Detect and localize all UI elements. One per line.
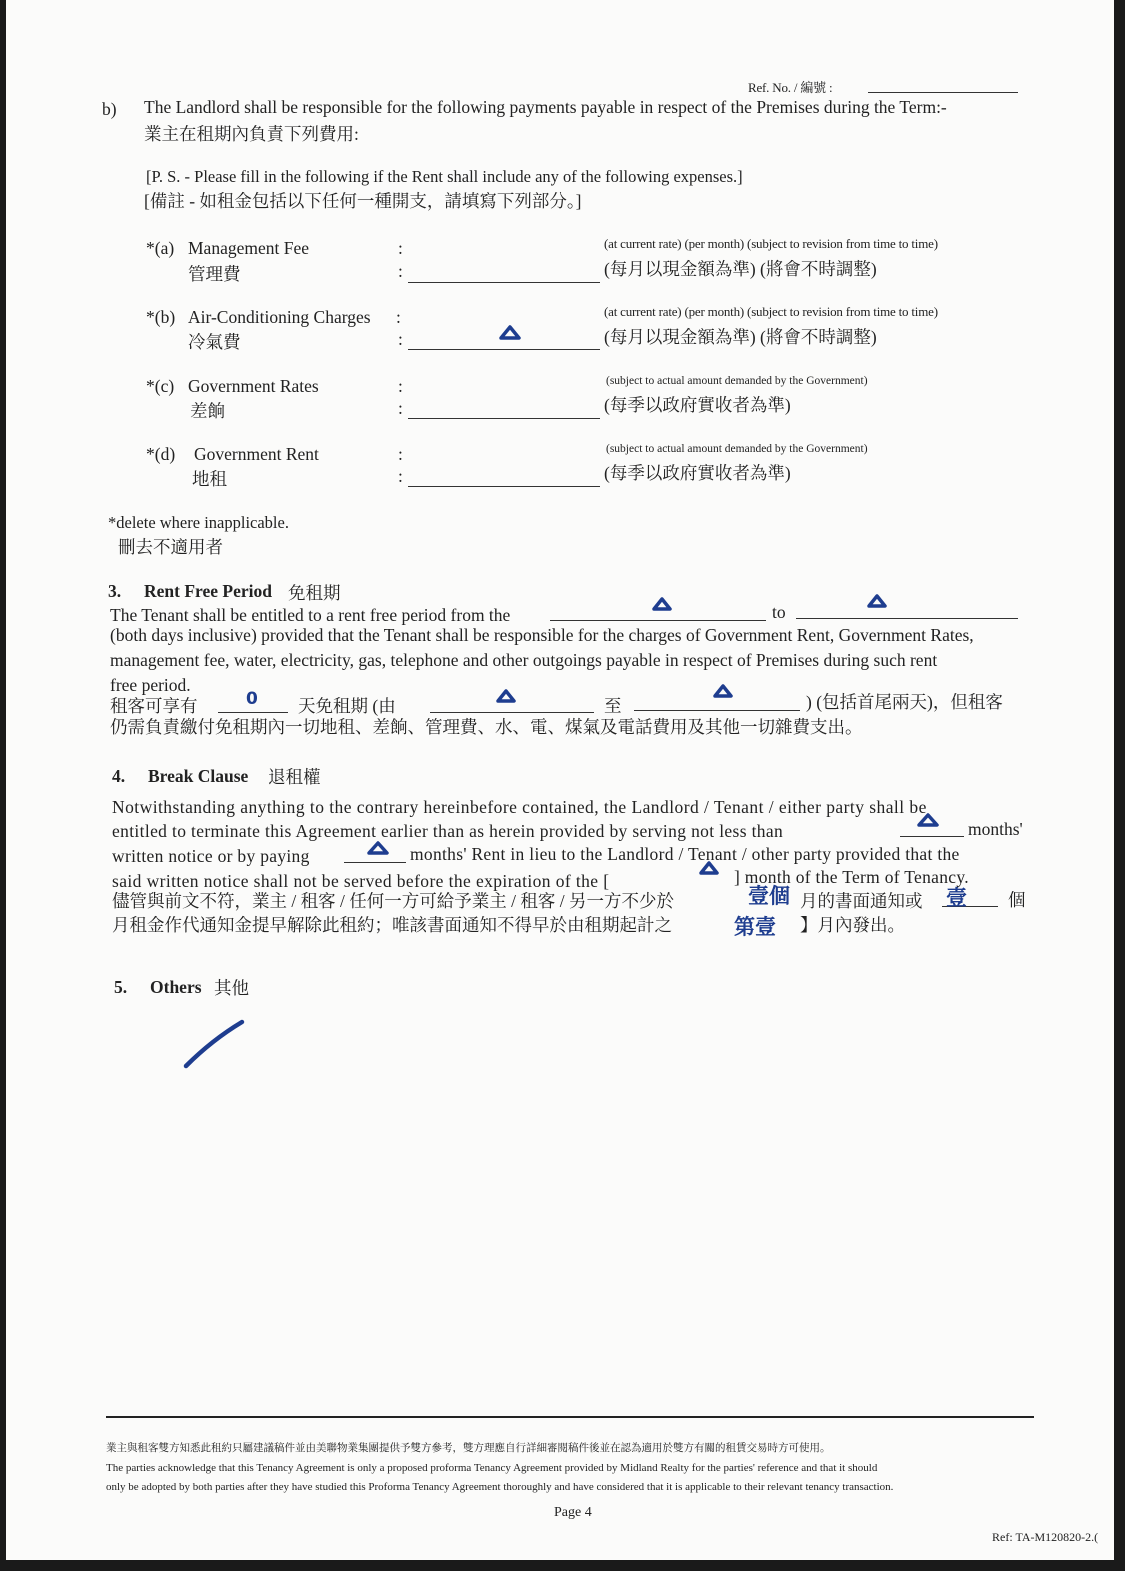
section3-title-zh: 免租期 <box>288 583 341 603</box>
item-c-label: Government Rates <box>188 376 319 396</box>
s4-zh2-a: 月租金作代通知金提早解除此租約；唯該書面通知不得早於由租期起計之 <box>112 915 672 935</box>
s3-zh1-c: 至 <box>604 696 622 716</box>
s3-line1: The Tenant shall be entitled to a rent free period from the <box>110 605 511 625</box>
item-a-label: Management Fee <box>188 238 309 258</box>
s3-zh1-a: 租客可享有 <box>110 696 198 716</box>
colon: : <box>398 444 403 464</box>
rent-free-from-field[interactable] <box>550 620 766 621</box>
s3-line2: (both days inclusive) provided that the Tenant shall be responsible for the charges of Government Rent, Government Rates, <box>110 625 974 645</box>
section4-title: Break Clause <box>148 766 249 786</box>
item-c-note-zh: (每季以政府實收者為準) <box>604 395 791 415</box>
handwritten-triangle-icon <box>698 860 720 877</box>
footer-disclaimer-en2: only be adopted by both parties after they have studied this Proforma Tenancy Agreement thoroughly and have considered that it is applicable to their relevant tenancy transaction. <box>106 1481 894 1493</box>
s4-line2-b: months' <box>968 819 1023 839</box>
handwritten-triangle-icon <box>366 840 390 857</box>
item-b-note: (at current rate) (per month) (subject to revision from time to time) <box>604 304 938 319</box>
item-a-note-zh: (每月以現金額為準) (將會不時調整) <box>604 259 877 279</box>
s3-zh2: 仍需負責繳付免租期內一切地租、差餉、管理費、水、電、煤氣及電話費用及其他一切雜費支出。 <box>110 717 863 737</box>
handwritten-strike-icon <box>182 1018 248 1070</box>
section-b-line1: The Landlord shall be responsible for the following payments payable in respect of the Premises during the Term:- <box>144 97 947 117</box>
s4-zh1-a: 儘管與前文不符，業主 / 租客 / 任何一方可給予業主 / 租客 / 另一方不少於 <box>112 891 674 911</box>
handwritten-expiry-month: 第壹 <box>734 915 776 939</box>
delete-note-zh: 刪去不適用者 <box>118 537 223 557</box>
handwritten-rent-months: 壹 <box>946 886 967 910</box>
s3-zh1-b: 天免租期 (由 <box>298 696 396 716</box>
colon: : <box>396 307 401 327</box>
item-a-key: *(a) <box>146 238 175 258</box>
rent-free-days-field[interactable] <box>218 712 288 713</box>
item-b-note-zh: (每月以現金額為準) (將會不時調整) <box>604 327 877 347</box>
s3-line3: management fee, water, electricity, gas, telephone and other outgoings payable in respect of Premises during such rent <box>110 650 938 670</box>
footer-disclaimer-en1: The parties acknowledge that this Tenancy Agreement is only a proposed proforma Tenancy Agreement provided by Midland Realty for the parties' reference and that it should <box>106 1462 878 1474</box>
handwritten-days: 0 <box>246 689 258 709</box>
item-a-note: (at current rate) (per month) (subject to revision from time to time) <box>604 236 938 251</box>
ref-no-label: Ref. No. / 編號 : <box>748 80 833 95</box>
s4-line2-a: entitled to terminate this Agreement earlier than as herein provided by serving not less than <box>112 821 784 841</box>
item-b-label-zh: 冷氣費 <box>188 332 241 352</box>
rent-months-field[interactable] <box>344 862 406 863</box>
section5-title: Others <box>150 977 202 997</box>
rent-free-to-field[interactable] <box>796 618 1018 619</box>
s3-zh1-d: ) (包括首尾兩天)，但租客 <box>806 692 1003 712</box>
colon: : <box>398 376 403 396</box>
handwritten-triangle-icon <box>495 688 517 705</box>
section4-number: 4. <box>112 766 126 786</box>
s4-zh2-b: 】月內發出。 <box>800 915 905 935</box>
handwritten-triangle-icon <box>712 683 734 700</box>
handwritten-triangle-icon <box>498 324 522 342</box>
ref-no-field[interactable] <box>868 92 1018 93</box>
section-b-line1-zh: 業主在租期內負責下列費用: <box>144 124 359 144</box>
gov-rates-field[interactable] <box>408 418 600 419</box>
item-d-label: Government Rent <box>194 444 319 464</box>
footer-ref: Ref: TA-M120820-2.( <box>992 1530 1099 1544</box>
s4-line1: Notwithstanding anything to the contrary hereinbefore contained, the Landlord / Tenant / either party shall be <box>112 797 927 817</box>
section-b-marker: b) <box>102 99 117 119</box>
colon: : <box>398 466 403 486</box>
section5-number: 5. <box>114 977 128 997</box>
document-page <box>6 0 1114 1560</box>
item-c-label-zh: 差餉 <box>190 401 225 421</box>
item-b-key: *(b) <box>146 307 176 327</box>
s3-line4: free period. <box>110 675 191 695</box>
handwritten-triangle-icon <box>866 593 888 610</box>
item-d-key: *(d) <box>146 444 176 464</box>
item-a-label-zh: 管理費 <box>188 264 241 284</box>
rent-free-to-zh-field[interactable] <box>634 710 800 711</box>
s4-line4-b: ] month of the Term of Tenancy. <box>734 867 969 887</box>
gov-rent-field[interactable] <box>408 486 600 487</box>
colon: : <box>398 261 403 281</box>
item-c-key: *(c) <box>146 376 175 396</box>
item-d-note: (subject to actual amount demanded by the Government) <box>606 443 868 455</box>
section5-title-zh: 其他 <box>214 978 249 998</box>
item-c-note: (subject to actual amount demanded by the Government) <box>606 375 868 387</box>
colon: : <box>398 329 403 349</box>
management-fee-field[interactable] <box>408 282 600 283</box>
page-number: Page 4 <box>554 1505 592 1520</box>
ps-note-en: [P. S. - Please fill in the following if the Rent shall include any of the following expenses.] <box>146 167 743 186</box>
delete-note: *delete where inapplicable. <box>108 513 289 532</box>
rent-free-from-zh-field[interactable] <box>430 712 594 713</box>
item-d-label-zh: 地租 <box>192 469 227 489</box>
s4-line4-a: said written notice shall not be served before the expiration of the [ <box>112 871 610 891</box>
s4-zh1-c: 個 <box>1008 890 1026 910</box>
footer-rule <box>106 1416 1034 1418</box>
item-d-note-zh: (每季以政府實收者為準) <box>604 463 791 483</box>
s4-zh1-b: 月的書面通知或 <box>800 891 923 911</box>
handwritten-notice-months: 壹個 <box>748 884 790 908</box>
s3-to: to <box>772 602 786 622</box>
section4-title-zh: 退租權 <box>268 767 321 787</box>
section3-title: Rent Free Period <box>144 581 272 601</box>
footer-disclaimer-zh: 業主與租客雙方知悉此租約只屬建議稿件並由美聯物業集團提供予雙方參考，雙方理應自行詳細審閱稿件後並在認為適用於雙方有關的租賃交易時方可使用。 <box>106 1443 831 1454</box>
item-b-label: Air-Conditioning Charges <box>188 307 371 327</box>
section3-number: 3. <box>108 581 122 601</box>
handwritten-triangle-icon <box>651 596 673 613</box>
s4-line3-a: written notice or by paying <box>112 846 310 866</box>
s4-line3-b: months' Rent in lieu to the Landlord / Tenant / other party provided that the <box>410 844 960 864</box>
ps-note-zh: [備註 - 如租金包括以下任何一種開支，請填寫下列部分。] <box>144 191 582 211</box>
notice-months-field[interactable] <box>900 836 964 837</box>
colon: : <box>398 238 403 258</box>
air-con-field[interactable] <box>408 349 600 350</box>
handwritten-triangle-icon <box>916 812 940 829</box>
colon: : <box>398 398 403 418</box>
